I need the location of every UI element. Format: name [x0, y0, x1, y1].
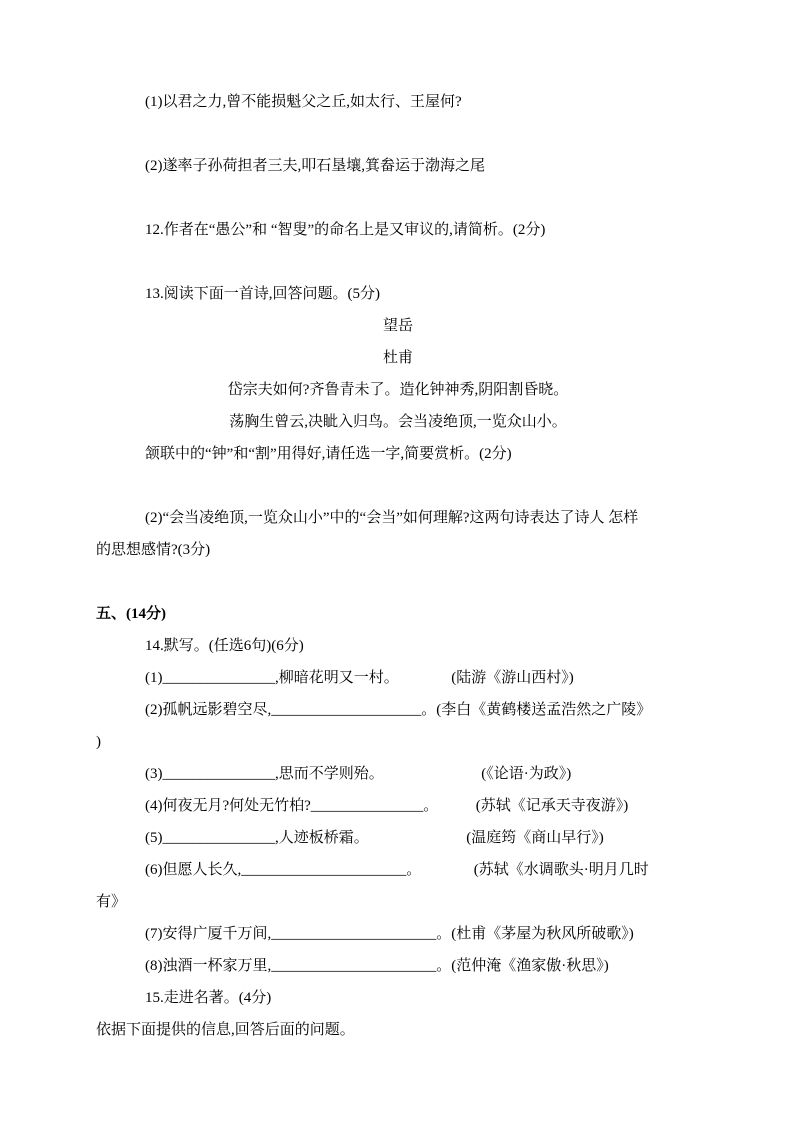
poem-line-1: 岱宗夫如何?齐鲁青未了。造化钟神秀,阴阳割昏晓。: [227, 382, 569, 398]
question-12: 12.作者在“愚公”和 “智叟”的命名上是又审议的,请简析。(2分): [145, 222, 546, 238]
poem-title: 望岳: [382, 318, 413, 334]
question-15-instruction: 依据下面提供的信息,回答后面的问题。: [96, 1022, 355, 1038]
dictation-item-6-line2: 有》: [96, 894, 127, 910]
dictation-item-2-line1: (2)孤帆远影碧空尽,____________________。(李白《黄鹤楼送孟浩然之广陵》: [145, 702, 652, 718]
question-13-sub1: 颔联中的“钟”和“割”用得好,请任选一字,简要赏析。(2分): [145, 446, 512, 462]
question-13-sub2-line1: (2)“会当凌绝顶,一览众山小”中的“会当”如何理解?这两句诗表达了诗人 怎样: [145, 510, 639, 526]
dictation-item-8: (8)浊酒一杯家万里,______________________。(范仲淹《渔家傲·秋思》): [145, 958, 609, 974]
question-14: 14.默写。(任选6句)(6分): [145, 638, 304, 654]
dictation-item-1: (1)_______________,柳暗花明又一村。 (陆游《游山西村》): [145, 670, 574, 686]
dictation-item-4: (4)何夜无月?何处无竹柏?_______________。 (苏轼《记承天寺夜游》): [145, 798, 629, 814]
dictation-item-7: (7)安得广厦千万间,______________________。(杜甫《茅屋为秋风所破歌》): [145, 926, 634, 942]
dictation-item-6-line1: (6)但愿人长久,______________________。 (苏轼《水调歌头·明月几时: [145, 862, 649, 878]
question-15: 15.走进名著。(4分): [145, 990, 272, 1006]
dictation-item-2-line2: ): [96, 734, 101, 750]
question-13: 13.阅读下面一首诗,回答问题。(5分): [145, 286, 380, 302]
dictation-item-3: (3)_______________,思而不学则殆。 (《论语·为政》): [145, 766, 572, 782]
poem-author: 杜甫: [382, 350, 413, 366]
classical-quote-1: (1)以君之力,曾不能损魁父之丘,如太行、王屋何?: [145, 94, 462, 110]
section-5-heading: 五、(14分): [96, 606, 166, 622]
question-13-sub2-line2: 的思想感情?(3分): [96, 542, 211, 558]
dictation-item-5: (5)_______________,人迹板桥霜。 (温庭筠《商山早行》): [145, 830, 604, 846]
classical-quote-2: (2)遂率子孙荷担者三夫,叩石垦壤,箕畚运于渤海之尾: [145, 158, 485, 174]
poem-line-2: 荡胸生曾云,决眦入归鸟。会当凌绝顶,一览众山小。: [229, 414, 567, 430]
